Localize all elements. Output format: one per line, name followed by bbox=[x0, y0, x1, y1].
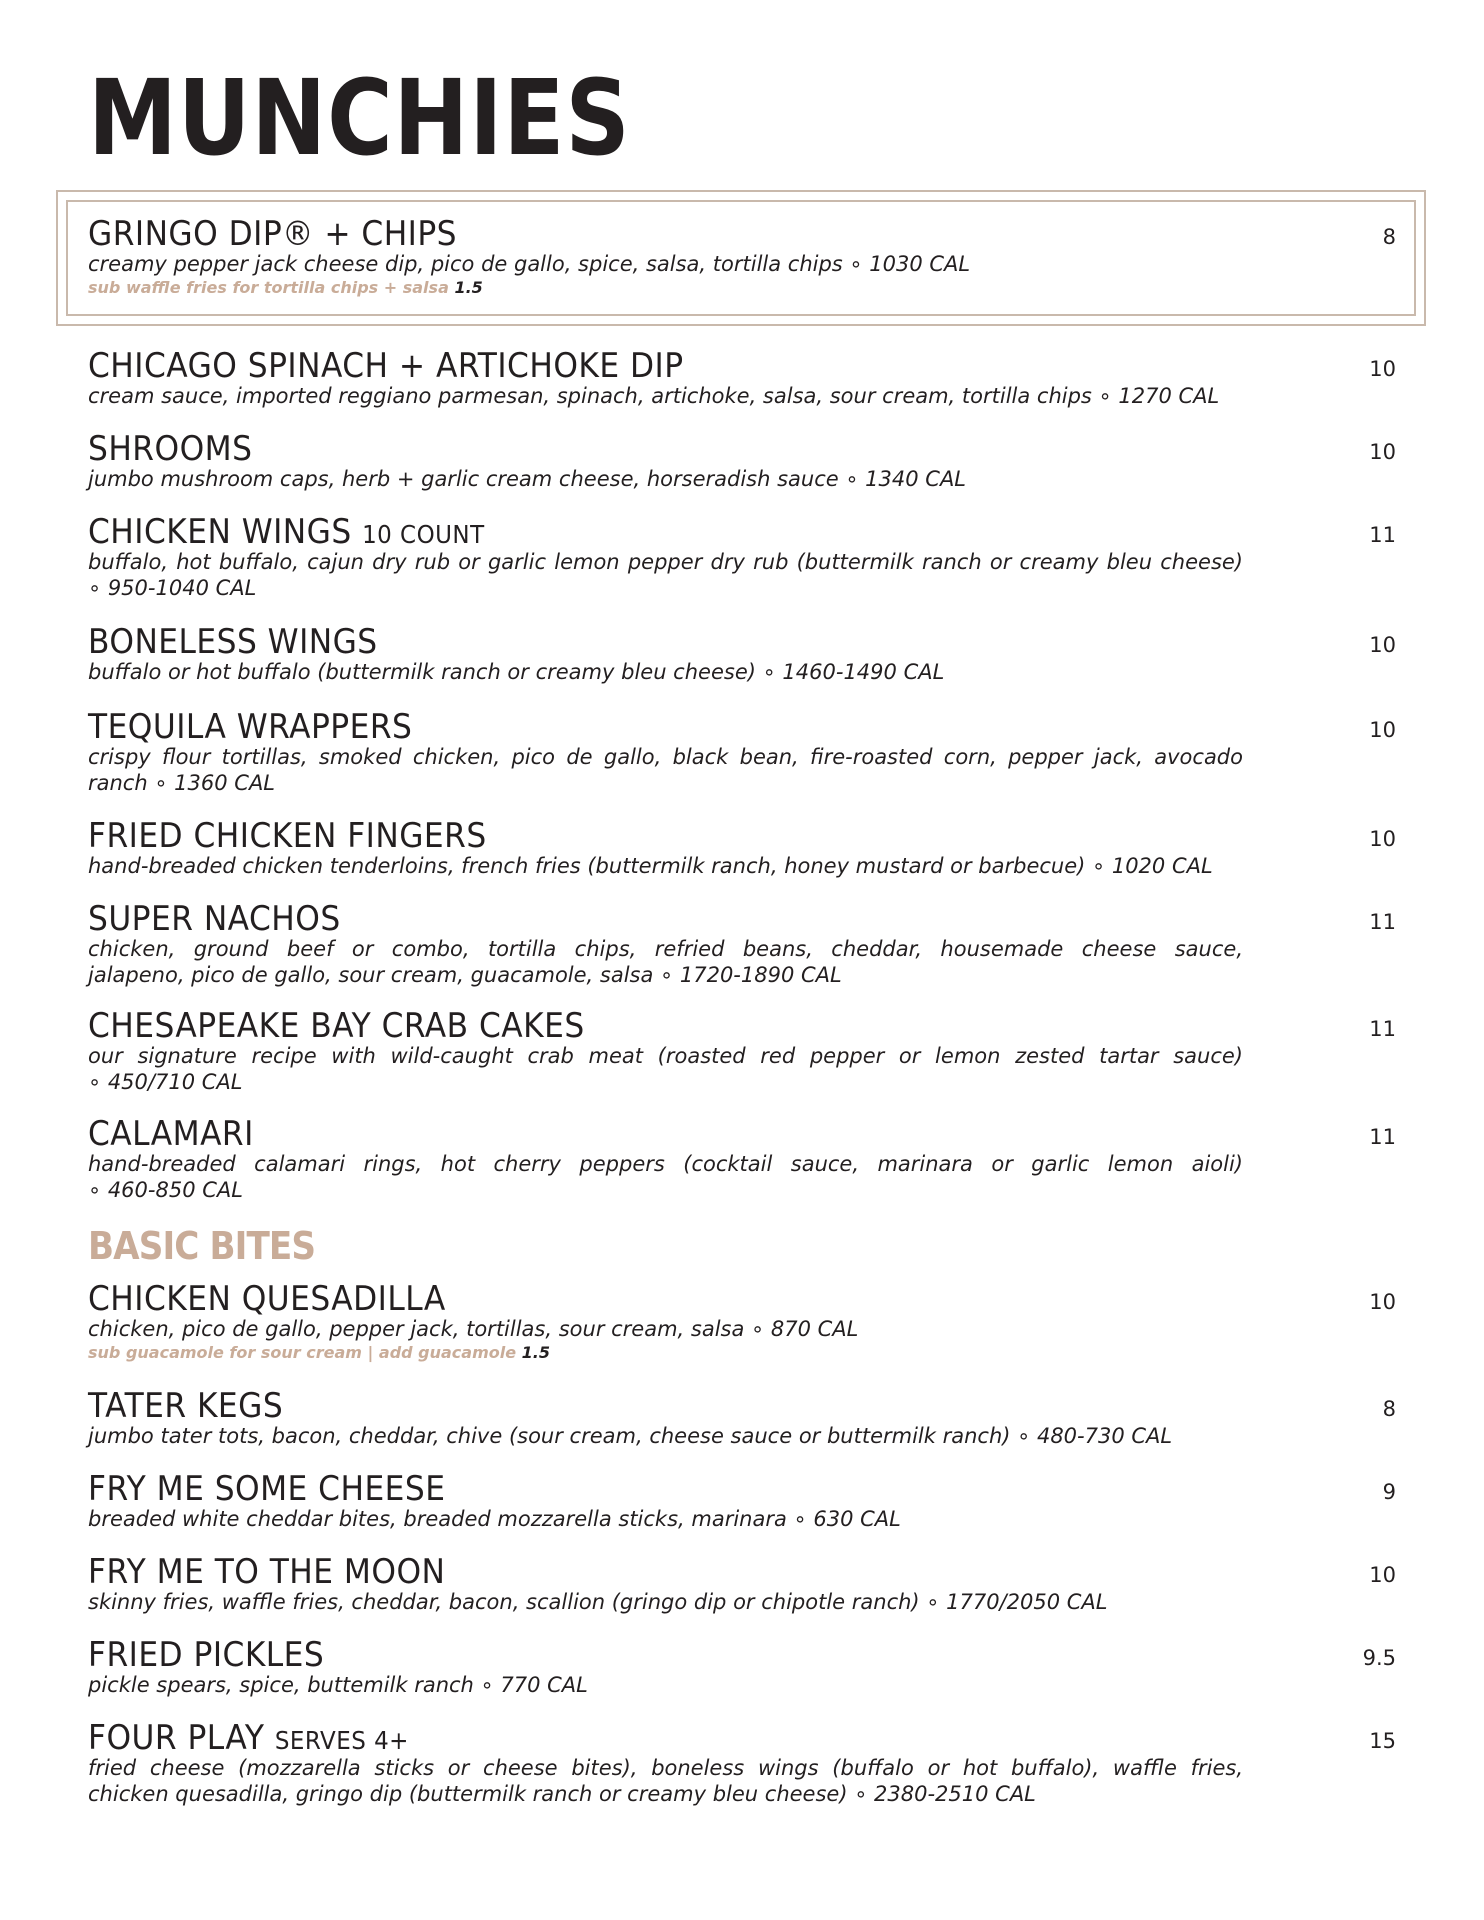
description-line: pickle spears, spice, buttemilk ranch ∘ 770 CAL bbox=[88, 1673, 588, 1697]
item-price: 10 bbox=[1369, 440, 1396, 464]
item-price: 8 bbox=[1382, 1397, 1396, 1421]
section-heading-basic-bites: BASIC BITES bbox=[88, 1224, 316, 1268]
item-price: 15 bbox=[1369, 1729, 1396, 1753]
description-line: chicken, pico de gallo, pepper jack, tortillas, sour cream, salsa ∘ 870 CAL bbox=[88, 1317, 859, 1341]
item-note bbox=[88, 1342, 1396, 1364]
description-line: chicken, ground beef or combo, tortilla chips, refried beans, cheddar, housemade cheese sauce, bbox=[88, 937, 1243, 961]
menu-item bbox=[88, 1386, 1396, 1449]
description-line: jumbo mushroom caps, herb + garlic cream cheese, horseradish sauce ∘ 1340 CAL bbox=[88, 467, 967, 491]
item-price: 9.5 bbox=[1362, 1646, 1396, 1670]
menu-item bbox=[88, 1469, 1396, 1532]
description-line: ∘ 950-1040 CAL bbox=[88, 576, 257, 600]
menu-item bbox=[88, 429, 1396, 492]
item-name: BONELESS WINGS bbox=[88, 622, 378, 662]
menu-item bbox=[88, 512, 1396, 601]
item-name: FRY ME TO THE MOON bbox=[88, 1552, 446, 1592]
menu-item bbox=[88, 346, 1396, 409]
item-description bbox=[88, 853, 1243, 879]
item-price: 8 bbox=[1382, 225, 1396, 249]
description-line: hand-breaded chicken tenderloins, french fries (buttermilk ranch, honey mustard or barbecue) ∘ 1020 CAL bbox=[88, 854, 1213, 878]
menu-item bbox=[88, 707, 1396, 796]
menu-item bbox=[88, 1552, 1396, 1615]
item-name-suffix: 10 COUNT bbox=[362, 520, 485, 549]
description-line: jalapeno, pico de gallo, sour cream, guacamole, salsa ∘ 1720-1890 CAL bbox=[88, 963, 842, 987]
item-price: 10 bbox=[1369, 357, 1396, 381]
item-name-suffix: SERVES 4+ bbox=[274, 1726, 409, 1755]
item-name: CHICAGO SPINACH + ARTICHOKE DIP bbox=[88, 346, 684, 386]
item-description bbox=[88, 549, 1243, 601]
menu-item bbox=[88, 1635, 1396, 1698]
description-line: chicken quesadilla, gringo dip (buttermilk ranch or creamy bleu cheese) ∘ 2380-2510 CAL bbox=[88, 1782, 1036, 1806]
item-price: 9 bbox=[1382, 1480, 1396, 1504]
note-price: 1.5 bbox=[521, 1343, 551, 1362]
item-description bbox=[88, 936, 1243, 988]
featured-item bbox=[88, 214, 1396, 299]
item-price: 10 bbox=[1369, 1563, 1396, 1587]
item-description bbox=[88, 1423, 1243, 1449]
description-line: jumbo tater tots, bacon, cheddar, chive (sour cream, cheese sauce or buttermilk ranch) ∘ 480-730 CAL bbox=[88, 1424, 1173, 1448]
item-name: GRINGO DIP® + CHIPS bbox=[88, 214, 458, 254]
item-name: SHROOMS bbox=[88, 429, 253, 469]
item-description bbox=[88, 1589, 1243, 1615]
item-price: 11 bbox=[1369, 1017, 1396, 1041]
description-line: buffalo or hot buffalo (buttermilk ranch or creamy bleu cheese) ∘ 1460-1490 CAL bbox=[88, 660, 945, 684]
description-line: fried cheese (mozzarella sticks or cheese bites), boneless wings (buffalo or hot buffalo), waffle fries, bbox=[88, 1756, 1243, 1780]
description-line: our signature recipe with wild-caught crab meat (roasted red pepper or lemon zested tartar sauce) bbox=[88, 1044, 1243, 1068]
item-price: 11 bbox=[1369, 523, 1396, 547]
item-description bbox=[88, 1316, 1243, 1342]
menu-item bbox=[88, 622, 1396, 685]
note-text: sub waffle fries for tortilla chips + salsa bbox=[88, 278, 449, 297]
description-line: skinny fries, waffle fries, cheddar, bacon, scallion (gringo dip or chipotle ranch) ∘ 1770/2050 CAL bbox=[88, 1590, 1108, 1614]
item-name: CHICKEN QUESADILLA bbox=[88, 1279, 446, 1319]
item-name: CHICKEN WINGS 10 COUNT bbox=[88, 512, 485, 552]
item-name: CALAMARI bbox=[88, 1114, 254, 1154]
item-description bbox=[88, 383, 1243, 409]
menu-item bbox=[88, 1718, 1396, 1807]
description-line: creamy pepper jack cheese dip, pico de gallo, spice, salsa, tortilla chips ∘ 1030 CAL bbox=[88, 252, 971, 276]
item-description bbox=[88, 659, 1243, 685]
item-price: 10 bbox=[1369, 1290, 1396, 1314]
item-name: FRIED CHICKEN FINGERS bbox=[88, 816, 487, 856]
note-price: 1.5 bbox=[454, 278, 483, 297]
item-description bbox=[88, 1672, 1243, 1698]
description-line: ∘ 460-850 CAL bbox=[88, 1178, 243, 1202]
note-text: sub guacamole for sour cream | add guacamole bbox=[88, 1343, 517, 1362]
item-price: 10 bbox=[1369, 827, 1396, 851]
item-description bbox=[88, 466, 1243, 492]
item-description bbox=[88, 251, 1243, 277]
description-line: crispy flour tortillas, smoked chicken, pico de gallo, black bean, fire-roasted corn, pepper jack, avocado bbox=[88, 745, 1243, 769]
menu-item bbox=[88, 816, 1396, 879]
item-description bbox=[88, 1755, 1243, 1807]
item-name: SUPER NACHOS bbox=[88, 899, 341, 939]
menu-item bbox=[88, 1279, 1396, 1364]
item-price: 11 bbox=[1369, 1125, 1396, 1149]
description-line: breaded white cheddar bites, breaded mozzarella sticks, marinara ∘ 630 CAL bbox=[88, 1507, 901, 1531]
item-name: FRY ME SOME CHEESE bbox=[88, 1469, 446, 1509]
item-name: CHESAPEAKE BAY CRAB CAKES bbox=[88, 1006, 585, 1046]
item-description bbox=[88, 1151, 1243, 1203]
item-price: 11 bbox=[1369, 910, 1396, 934]
item-description bbox=[88, 1506, 1243, 1532]
item-price: 10 bbox=[1369, 718, 1396, 742]
item-name: FOUR PLAY SERVES 4+ bbox=[88, 1718, 409, 1758]
item-name: FRIED PICKLES bbox=[88, 1635, 325, 1675]
item-price: 10 bbox=[1369, 633, 1396, 657]
item-description bbox=[88, 1043, 1243, 1095]
description-line: ranch ∘ 1360 CAL bbox=[88, 771, 276, 795]
menu-item bbox=[88, 1006, 1396, 1095]
description-line: cream sauce, imported reggiano parmesan, spinach, artichoke, salsa, sour cream, tortilla chips ∘ 1270 CAL bbox=[88, 384, 1220, 408]
item-name: TEQUILA WRAPPERS bbox=[88, 707, 413, 747]
item-description bbox=[88, 744, 1243, 796]
item-name: TATER KEGS bbox=[88, 1386, 284, 1426]
menu-item bbox=[88, 1114, 1396, 1203]
item-note bbox=[88, 277, 1396, 299]
description-line: ∘ 450/710 CAL bbox=[88, 1070, 243, 1094]
description-line: buffalo, hot buffalo, cajun dry rub or garlic lemon pepper dry rub (buttermilk ranch or creamy bleu cheese) bbox=[88, 550, 1243, 574]
page-title: MUNCHIES bbox=[88, 57, 631, 179]
description-line: hand-breaded calamari rings, hot cherry peppers (cocktail sauce, marinara or garlic lemon aioli) bbox=[88, 1152, 1243, 1176]
menu-item bbox=[88, 899, 1396, 988]
